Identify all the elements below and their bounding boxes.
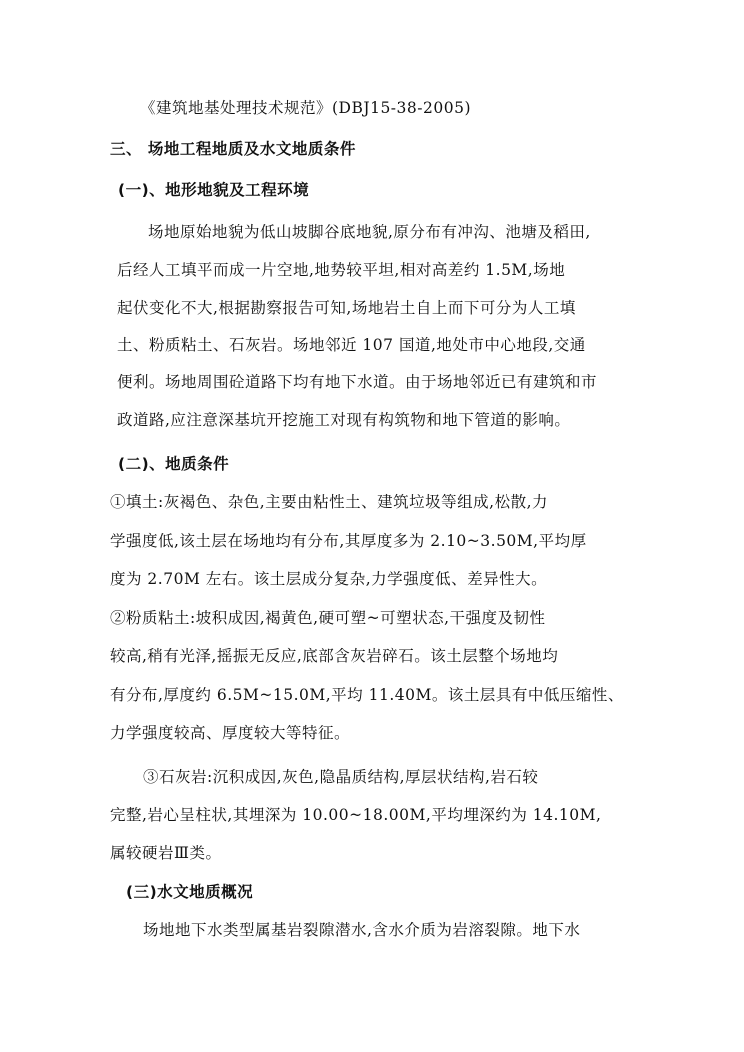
sub1-line: 场地原始地貌为低山坡脚谷底地貌,原分布有冲沟、池塘及稻田, <box>148 223 591 241</box>
item1-line: ①填土:灰褐色、杂色,主要由粘性土、建筑垃圾等组成,松散,力 <box>110 493 549 511</box>
item2-line: 力学强度较高、厚度较大等特征。 <box>110 724 351 742</box>
item3-line: ③石灰岩:沉积成因,灰色,隐晶质结构,厚层状结构,岩石较 <box>143 768 539 786</box>
sub1-line: 土、粉质粘土、石灰岩。场地邻近 107 国道,地处市中心地段,交通 <box>117 336 586 354</box>
item2-line: 有分布,厚度约 6.5M~15.0M,平均 11.40M。该土层具有中低压缩性、 <box>110 686 624 704</box>
item2-line: ②粉质粘土:坡积成因,褐黄色,硬可塑~可塑状态,干强度及韧性 <box>110 609 546 627</box>
sub1-line: 起伏变化不大,根据勘察报告可知,场地岩土自上而下可分为人工填 <box>117 299 576 317</box>
sub1-line: 政道路,应注意深基坑开挖施工对现有构筑物和地下管道的影响。 <box>117 411 571 429</box>
sub3-heading: (三)水文地质概况 <box>126 883 254 901</box>
sub3-line: 场地地下水类型属基岩裂隙潜水,含水介质为岩溶裂隙。地下水 <box>143 921 581 939</box>
sub2-heading: (二)、地质条件 <box>118 455 230 473</box>
item1-line: 学强度低,该土层在场地均有分布,其厚度多为 2.10~3.50M,平均厚 <box>110 532 587 550</box>
item2-line: 较高,稍有光泽,摇振无反应,底部含灰岩碎石。该土层整个场地均 <box>110 647 559 665</box>
item1-line: 度为 2.70M 左右。该土层成分复杂,力学强度低、差异性大。 <box>110 570 548 588</box>
item3-line: 属较硬岩Ⅲ类。 <box>110 844 222 862</box>
reference-line: 《建筑地基处理技术规范》(DBJ15-38-2005) <box>140 99 471 117</box>
section-heading: 三、 场地工程地质及水文地质条件 <box>110 140 356 158</box>
sub1-line: 后经人工填平而成一片空地,地势较平坦,相对高差约 1.5M,场地 <box>117 261 566 279</box>
sub1-heading: (一)、地形地貌及工程环境 <box>118 181 310 199</box>
sub1-line: 便利。场地周围砼道路下均有地下水道。由于场地邻近已有建筑和市 <box>117 373 598 391</box>
item3-line: 完整,岩心呈柱状,其埋深为 10.00~18.00M,平均埋深约为 14.10M, <box>110 806 602 824</box>
